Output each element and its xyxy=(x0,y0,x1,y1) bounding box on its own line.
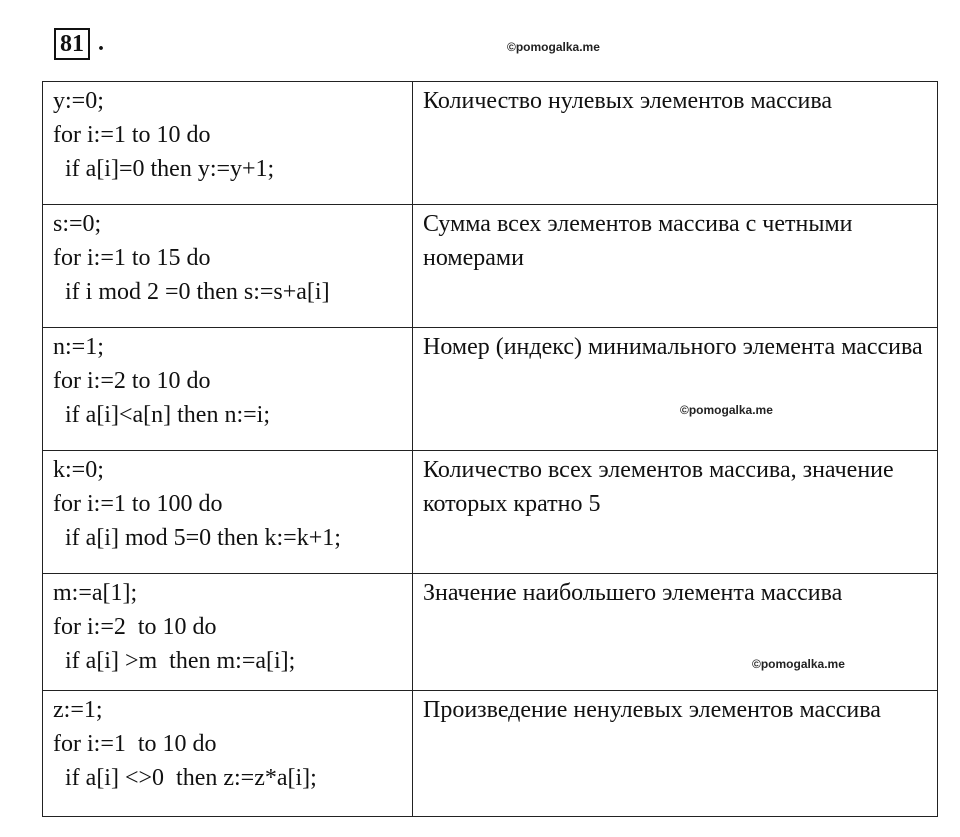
code-line: y:=0; xyxy=(53,88,104,114)
code-line: if a[i]<a[n] then n:=i; xyxy=(53,402,270,428)
table-row xyxy=(43,205,938,328)
code-cell xyxy=(43,574,413,691)
description-cell: Количество всех элементов массива, значение которых кратно 5 xyxy=(413,451,938,574)
table-row xyxy=(43,328,938,451)
watermark: ©pomogalka.me xyxy=(752,657,845,671)
code-line: for i:=2 to 10 do xyxy=(53,368,211,394)
code-line: k:=0; xyxy=(53,457,104,483)
task-number: 81 xyxy=(54,28,90,60)
code-cell xyxy=(43,205,413,328)
watermark: ©pomogalka.me xyxy=(507,40,600,54)
code-line: z:=1; xyxy=(53,697,103,723)
matching-table xyxy=(42,81,938,817)
code-line: s:=0; xyxy=(53,211,102,237)
task-number-dot: . xyxy=(98,30,104,56)
code-line: if i mod 2 =0 then s:=s+a[i] xyxy=(53,279,330,305)
code-line: for i:=1 to 10 do xyxy=(53,122,211,148)
code-line: for i:=2 to 10 do xyxy=(53,614,217,640)
description-cell: Количество нулевых элементов массива xyxy=(413,82,938,205)
table-row xyxy=(43,82,938,205)
description-cell: Сумма всех элементов массива с четными номерами xyxy=(413,205,938,328)
table-row xyxy=(43,451,938,574)
description-cell: Произведение ненулевых элементов массива xyxy=(413,691,938,817)
code-line: if a[i] >m then m:=a[i]; xyxy=(53,648,296,674)
description-cell: Значение наибольшего элемента массива xyxy=(413,574,938,691)
code-line: m:=a[1]; xyxy=(53,580,138,606)
code-cell xyxy=(43,328,413,451)
code-line: for i:=1 to 15 do xyxy=(53,245,211,271)
code-cell xyxy=(43,82,413,205)
code-line: for i:=1 to 10 do xyxy=(53,731,217,757)
table-row xyxy=(43,691,938,817)
code-cell xyxy=(43,451,413,574)
table-row xyxy=(43,574,938,691)
code-cell xyxy=(43,691,413,817)
code-line: if a[i] mod 5=0 then k:=k+1; xyxy=(53,525,341,551)
code-line: for i:=1 to 100 do xyxy=(53,491,223,517)
code-line: if a[i] <>0 then z:=z*a[i]; xyxy=(53,765,317,791)
description-cell: Номер (индекс) минимального элемента массива xyxy=(413,328,938,451)
code-line: if a[i]=0 then y:=y+1; xyxy=(53,156,275,182)
watermark: ©pomogalka.me xyxy=(680,403,773,417)
code-line: n:=1; xyxy=(53,334,104,360)
